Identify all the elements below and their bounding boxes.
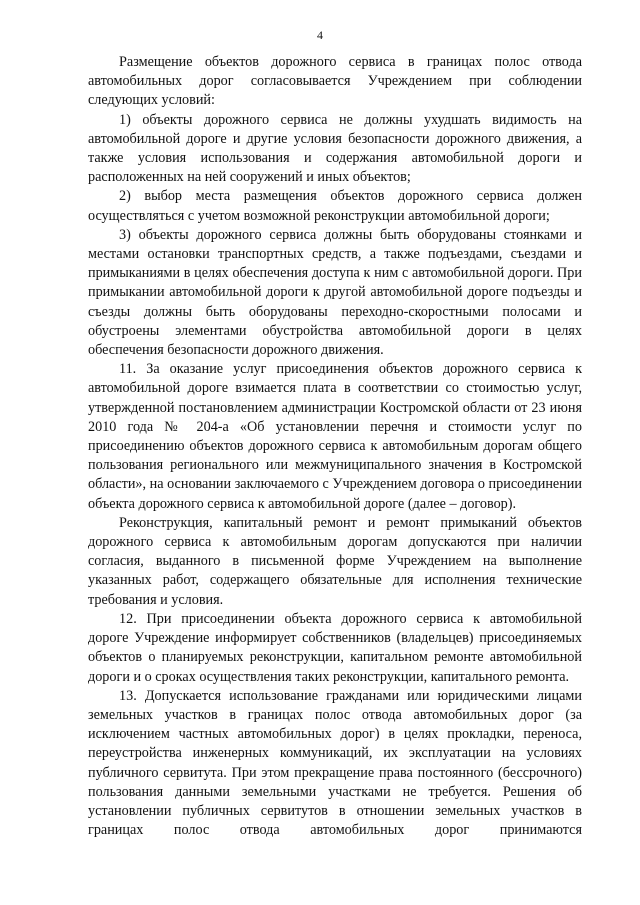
page-number: 4	[317, 28, 323, 42]
paragraph-condition-3: 3) объекты дорожного сервиса должны быть оборудованы стоянками и местами остановки транспортных средств, а также подъездами, съездами и примыканиями в целях обеспечения доступа к ним с автомобильной дороги. При примыкании автомобильной дороги к другой автомобильной дороге подъезды и съезды должны быть оборудованы переходно-скоростными полосами и обустроены элементами обустройства автомобильной дороги в целях обеспечения безопасности дорожного движения.	[88, 226, 582, 359]
paragraph-road-service-placement-intro: Размещение объектов дорожного сервиса в границах полос отвода автомобильных дорог согласовывается Учреждением при соблюдении следующих условий:	[88, 54, 582, 109]
paragraph-condition-2: 2) выбор места размещения объектов дорожного сервиса должен осуществляться с учетом возможной реконструкции автомобильной дороги;	[88, 188, 582, 224]
paragraph-clause-11: 11. За оказание услуг присоединения объектов дорожного сервиса к автомобильной дороге взимается плата в соответствии со стоимостью услуг, утвержденной постановлением администрации Костромской области от 23 июня 2010 года № 204-а «Об установлении перечня и стоимости услуг по присоединению объектов дорожного сервиса к автомобильным дорогам общего пользования регионального или межмуниципального значения в Костромской области», на основании заключаемого с Учреждением договора о присоединении объекта дорожного сервиса к автомобильной дороге (далее – договор).	[88, 361, 582, 512]
paragraph-clause-13: 13. Допускается использование гражданами или юридическими лицами земельных участков в границах полос отвода автомобильных дорог (за исключением частных автомобильных дорог) в целях прокладки, переноса, переустройства инженерных коммуникаций, их эксплуатации на условиях публичного сервитута. При этом прекращение права постоянного (бессрочного) пользования данными земельными участками не требуется. Решения об установлении публичных сервитутов в отношении земельных участков в границах полос отвода автомобильных дорог принимаются	[88, 687, 582, 839]
paragraph-clause-12: 12. При присоединении объекта дорожного сервиса к автомобильной дороге Учреждение информирует собственников (владельцев) присоединяемых объектов о планируемых реконструкции, капитальном ремонте автомобильной дороги и о сроках осуществления таких реконструкции, капитального ремонта.	[88, 610, 582, 685]
paragraph-reconstruction-consent: Реконструкция, капитальный ремонт и ремонт примыканий объектов дорожного сервиса к автомобильным дорогам допускаются при наличии согласия, выданного в письменной форме Учреждением на выполнение указанных работ, содержащего обязательные для исполнения технические требования и условия.	[88, 514, 582, 608]
document-body	[88, 53, 582, 840]
paragraph-condition-1: 1) объекты дорожного сервиса не должны ухудшать видимость на автомобильной дороге и другие условия безопасности дорожного движения, а также условия использования и содержания автомобильной дороги и расположенных на ней сооружений и иных объектов;	[88, 111, 582, 186]
